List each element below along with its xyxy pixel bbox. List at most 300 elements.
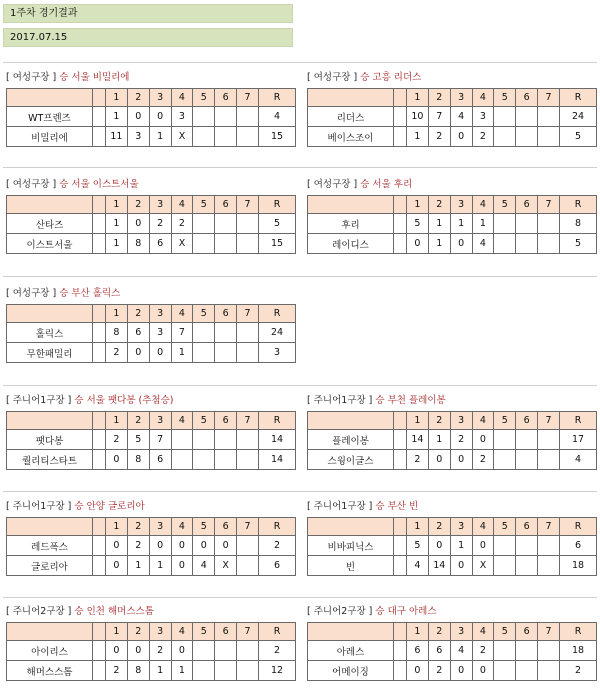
team-row <box>7 127 296 147</box>
header-row <box>7 89 296 107</box>
inning-score-cell <box>215 214 237 234</box>
inning-score-cell: 8 <box>127 234 149 254</box>
inning-header-cell: 5 <box>494 518 516 536</box>
team-header-cell <box>308 196 394 214</box>
inning-score-cell <box>237 641 259 661</box>
inning-score-cell: X <box>472 556 494 576</box>
spacer-cell <box>93 556 106 576</box>
spacer-cell <box>394 661 407 681</box>
inning-score-cell: 4 <box>407 556 429 576</box>
spacer-cell <box>93 107 106 127</box>
spacer-cell <box>93 305 106 323</box>
inning-score-cell: 3 <box>171 107 193 127</box>
inning-score-cell: 0 <box>450 450 472 470</box>
team-name-cell: 이스트서울 <box>7 234 93 254</box>
inning-score-cell <box>494 214 516 234</box>
inning-score-cell <box>237 661 259 681</box>
scoreboard-table <box>6 88 296 147</box>
inning-header-cell: 5 <box>494 623 516 641</box>
inning-header-cell: 1 <box>407 412 429 430</box>
inning-score-cell <box>215 234 237 254</box>
inning-score-cell <box>538 536 560 556</box>
header-row <box>308 412 597 430</box>
inning-score-cell <box>538 234 560 254</box>
inning-score-cell: 0 <box>106 536 128 556</box>
team-row <box>308 430 597 450</box>
inning-score-cell <box>171 430 193 450</box>
spacer-cell <box>93 661 106 681</box>
team-name-cell: 해머스스톰 <box>7 661 93 681</box>
team-name-cell: 레이디스 <box>308 234 394 254</box>
inning-header-cell: 6 <box>215 196 237 214</box>
inning-header-cell: 4 <box>171 305 193 323</box>
inning-score-cell <box>516 556 538 576</box>
spacer-cell <box>93 412 106 430</box>
inning-score-cell: 8 <box>106 323 128 343</box>
inning-score-cell: 1 <box>428 430 450 450</box>
inning-score-cell <box>494 556 516 576</box>
inning-header-cell: 7 <box>538 518 560 536</box>
total-runs-cell: 17 <box>560 430 597 450</box>
inning-header-cell: 1 <box>106 89 128 107</box>
inning-header-cell: 1 <box>106 305 128 323</box>
inning-score-cell: 1 <box>407 127 429 147</box>
inning-score-cell: 1 <box>149 661 171 681</box>
inning-header-cell: 6 <box>516 623 538 641</box>
inning-header-cell: 4 <box>171 623 193 641</box>
inning-score-cell <box>237 430 259 450</box>
inning-score-cell <box>193 661 215 681</box>
team-row <box>308 107 597 127</box>
inning-header-cell: 3 <box>149 196 171 214</box>
team-name-cell: 빈 <box>308 556 394 576</box>
venue-label: [ 주니어1구장 ] <box>307 501 373 512</box>
inning-score-cell <box>215 641 237 661</box>
inning-score-cell <box>538 556 560 576</box>
scoreboard-table <box>307 622 597 681</box>
inning-score-cell: 0 <box>407 661 429 681</box>
inning-header-cell: 6 <box>516 412 538 430</box>
spacer-cell <box>394 430 407 450</box>
team-row <box>308 127 597 147</box>
team-header-cell <box>7 518 93 536</box>
header-row <box>308 89 597 107</box>
inning-score-cell: 3 <box>472 107 494 127</box>
divider <box>3 276 597 277</box>
inning-score-cell <box>538 641 560 661</box>
game-section <box>6 393 296 470</box>
inning-score-cell: 2 <box>472 450 494 470</box>
team-header-cell <box>308 412 394 430</box>
team-row <box>308 214 597 234</box>
game-caption <box>6 70 296 85</box>
spacer-cell <box>93 536 106 556</box>
team-name-cell: WT프렌즈 <box>7 107 93 127</box>
inning-score-cell: 0 <box>149 343 171 363</box>
inning-score-cell <box>516 107 538 127</box>
inning-score-cell: 0 <box>106 450 128 470</box>
inning-score-cell: 0 <box>171 641 193 661</box>
team-row <box>7 556 296 576</box>
inning-header-cell: 5 <box>193 305 215 323</box>
inning-score-cell: 2 <box>428 661 450 681</box>
game-caption <box>6 393 296 408</box>
team-header-cell <box>308 89 394 107</box>
inning-header-cell: 6 <box>215 518 237 536</box>
inning-header-cell: 3 <box>450 412 472 430</box>
inning-score-cell <box>193 214 215 234</box>
date-text: 2017.07.15 <box>10 32 68 43</box>
team-name-cell: 아레스 <box>308 641 394 661</box>
inning-score-cell: X <box>171 127 193 147</box>
inning-score-cell: 0 <box>428 536 450 556</box>
inning-score-cell <box>516 234 538 254</box>
inning-score-cell: 0 <box>472 536 494 556</box>
inning-score-cell: 14 <box>428 556 450 576</box>
header-row <box>7 412 296 430</box>
total-runs-cell: 3 <box>259 343 296 363</box>
inning-score-cell <box>516 641 538 661</box>
game-section <box>307 604 597 681</box>
game-section <box>307 499 597 576</box>
inning-header-cell: 4 <box>472 623 494 641</box>
inning-header-cell: 3 <box>450 518 472 536</box>
inning-score-cell <box>538 127 560 147</box>
game-section <box>6 604 296 681</box>
inning-score-cell <box>237 234 259 254</box>
inning-header-cell: 3 <box>149 518 171 536</box>
inning-score-cell: 6 <box>428 641 450 661</box>
total-runs-cell: 2 <box>560 661 597 681</box>
inning-score-cell <box>237 214 259 234</box>
total-runs-cell: 14 <box>259 450 296 470</box>
inning-score-cell: 0 <box>106 556 128 576</box>
inning-score-cell: 3 <box>149 323 171 343</box>
inning-header-cell: 7 <box>538 196 560 214</box>
inning-header-cell: R <box>560 89 597 107</box>
inning-header-cell: 1 <box>106 518 128 536</box>
spacer-cell <box>394 412 407 430</box>
inning-score-cell <box>215 127 237 147</box>
winner-label: 승 부산 빈 <box>375 501 419 512</box>
inning-header-cell: 7 <box>538 412 560 430</box>
inning-score-cell: 2 <box>472 641 494 661</box>
spacer-cell <box>394 518 407 536</box>
inning-score-cell: 2 <box>106 661 128 681</box>
inning-header-cell: 3 <box>450 196 472 214</box>
inning-header-cell: 3 <box>149 623 171 641</box>
total-runs-cell: 12 <box>259 661 296 681</box>
team-header-cell <box>7 623 93 641</box>
team-row <box>7 641 296 661</box>
inning-header-cell: 2 <box>428 623 450 641</box>
team-row <box>7 234 296 254</box>
spacer-cell <box>394 234 407 254</box>
inning-header-cell: 4 <box>472 412 494 430</box>
game-caption <box>6 286 296 301</box>
inning-header-cell: 1 <box>106 412 128 430</box>
game-section <box>307 393 597 470</box>
total-runs-cell: 18 <box>560 556 597 576</box>
inning-score-cell <box>538 450 560 470</box>
inning-header-cell: 2 <box>127 89 149 107</box>
inning-header-cell: 4 <box>171 89 193 107</box>
team-name-cell: 비밀리에 <box>7 127 93 147</box>
inning-score-cell <box>494 107 516 127</box>
inning-score-cell <box>193 343 215 363</box>
inning-score-cell: 1 <box>450 214 472 234</box>
inning-score-cell: 0 <box>127 107 149 127</box>
total-runs-cell: 8 <box>560 214 597 234</box>
team-row <box>7 661 296 681</box>
inning-score-cell: 1 <box>171 343 193 363</box>
team-header-cell <box>7 305 93 323</box>
inning-header-cell: 2 <box>127 412 149 430</box>
inning-score-cell: 2 <box>472 127 494 147</box>
winner-label: 승 고흥 리더스 <box>360 72 422 83</box>
team-row <box>7 343 296 363</box>
spacer-cell <box>93 343 106 363</box>
inning-score-cell <box>215 107 237 127</box>
game-section <box>6 70 296 147</box>
inning-score-cell: 5 <box>127 430 149 450</box>
venue-label: [ 주니어2구장 ] <box>307 606 373 617</box>
winner-label: 승 안양 글로리아 <box>74 501 145 512</box>
spacer-cell <box>93 323 106 343</box>
venue-label: [ 여성구장 ] <box>6 288 57 299</box>
inning-score-cell <box>193 450 215 470</box>
inning-header-cell: 2 <box>428 196 450 214</box>
inning-header-cell: 5 <box>193 518 215 536</box>
game-section <box>6 177 296 254</box>
inning-score-cell: 6 <box>149 450 171 470</box>
inning-score-cell <box>215 343 237 363</box>
inning-score-cell: 0 <box>472 430 494 450</box>
winner-label: 승 서울 팻다봉 (추첨승) <box>74 395 174 406</box>
inning-header-cell: 1 <box>106 196 128 214</box>
inning-score-cell: 1 <box>149 556 171 576</box>
spacer-cell <box>93 430 106 450</box>
inning-score-cell <box>494 641 516 661</box>
total-runs-cell: 15 <box>259 234 296 254</box>
inning-header-cell: 1 <box>407 89 429 107</box>
spacer-cell <box>394 196 407 214</box>
inning-score-cell: 1 <box>171 661 193 681</box>
inning-score-cell <box>494 661 516 681</box>
team-name-cell: 무한패밀리 <box>7 343 93 363</box>
inning-header-cell: 3 <box>450 623 472 641</box>
inning-score-cell: 8 <box>127 661 149 681</box>
spacer-cell <box>93 623 106 641</box>
inning-score-cell: 0 <box>450 127 472 147</box>
inning-header-cell: 5 <box>193 412 215 430</box>
divider <box>3 597 597 598</box>
inning-header-cell: R <box>259 412 296 430</box>
inning-header-cell: 2 <box>428 412 450 430</box>
inning-header-cell: 6 <box>215 305 237 323</box>
inning-header-cell: 1 <box>407 518 429 536</box>
game-caption <box>307 393 597 408</box>
scoreboard-table <box>6 517 296 576</box>
inning-header-cell: 4 <box>171 196 193 214</box>
inning-header-cell: 4 <box>472 89 494 107</box>
date-bar <box>3 28 293 47</box>
inning-header-cell: R <box>560 623 597 641</box>
inning-header-cell: 3 <box>450 89 472 107</box>
inning-header-cell: 5 <box>193 623 215 641</box>
total-runs-cell: 24 <box>560 107 597 127</box>
scoreboard-table <box>307 88 597 147</box>
inning-header-cell: 6 <box>215 89 237 107</box>
inning-score-cell: 0 <box>450 661 472 681</box>
inning-score-cell: 4 <box>472 234 494 254</box>
game-section <box>307 177 597 254</box>
inning-header-cell: 4 <box>171 412 193 430</box>
inning-score-cell <box>237 536 259 556</box>
inning-header-cell: 7 <box>237 518 259 536</box>
game-caption <box>307 499 597 514</box>
team-name-cell: 플레이봉 <box>308 430 394 450</box>
total-runs-cell: 2 <box>259 641 296 661</box>
inning-header-cell: R <box>560 196 597 214</box>
team-row <box>7 450 296 470</box>
scoreboard-table <box>6 411 296 470</box>
inning-score-cell: 0 <box>127 641 149 661</box>
team-row <box>7 536 296 556</box>
inning-header-cell: 7 <box>538 623 560 641</box>
inning-score-cell: 0 <box>450 556 472 576</box>
inning-header-cell: R <box>259 305 296 323</box>
inning-score-cell <box>237 343 259 363</box>
total-runs-cell: 5 <box>560 127 597 147</box>
inning-header-cell: R <box>560 412 597 430</box>
inning-header-cell: 3 <box>149 305 171 323</box>
spacer-cell <box>394 641 407 661</box>
inning-score-cell <box>215 430 237 450</box>
total-runs-cell: 4 <box>259 107 296 127</box>
inning-score-cell: 7 <box>171 323 193 343</box>
page-title-text: 1주차 경기결과 <box>10 8 78 19</box>
spacer-cell <box>394 556 407 576</box>
inning-header-cell: 2 <box>428 518 450 536</box>
team-row <box>7 107 296 127</box>
inning-score-cell: X <box>215 556 237 576</box>
inning-score-cell: 0 <box>149 536 171 556</box>
inning-score-cell: 2 <box>149 214 171 234</box>
venue-label: [ 여성구장 ] <box>307 72 358 83</box>
total-runs-cell: 6 <box>560 536 597 556</box>
inning-score-cell <box>538 430 560 450</box>
inning-header-cell: 6 <box>215 412 237 430</box>
team-header-cell <box>308 623 394 641</box>
team-row <box>308 450 597 470</box>
inning-score-cell <box>516 214 538 234</box>
inning-score-cell <box>494 430 516 450</box>
team-name-cell: 팻다봉 <box>7 430 93 450</box>
spacer-cell <box>93 641 106 661</box>
inning-header-cell: 2 <box>127 518 149 536</box>
inning-header-cell: 1 <box>407 623 429 641</box>
team-name-cell: 아이리스 <box>7 641 93 661</box>
winner-label: 승 부천 플레이봉 <box>375 395 446 406</box>
inning-header-cell: 7 <box>237 196 259 214</box>
inning-score-cell <box>516 127 538 147</box>
scoreboard-table <box>6 622 296 681</box>
game-caption <box>6 604 296 619</box>
header-row <box>308 196 597 214</box>
inning-score-cell <box>237 107 259 127</box>
team-name-cell: 홀릭스 <box>7 323 93 343</box>
winner-label: 승 서울 이스트서울 <box>59 179 139 190</box>
inning-header-cell: 7 <box>237 89 259 107</box>
inning-score-cell <box>193 641 215 661</box>
inning-score-cell <box>516 536 538 556</box>
team-row <box>308 234 597 254</box>
inning-score-cell <box>171 450 193 470</box>
inning-score-cell <box>237 556 259 576</box>
inning-score-cell <box>494 234 516 254</box>
inning-score-cell <box>538 214 560 234</box>
inning-score-cell: 0 <box>149 107 171 127</box>
inning-header-cell: 3 <box>149 89 171 107</box>
inning-header-cell: 6 <box>215 623 237 641</box>
inning-score-cell: 4 <box>450 641 472 661</box>
spacer-cell <box>93 450 106 470</box>
inning-score-cell: 1 <box>106 214 128 234</box>
venue-label: [ 주니어1구장 ] <box>6 395 72 406</box>
page-title <box>3 4 293 23</box>
inning-score-cell: 7 <box>149 430 171 450</box>
spacer-cell <box>394 107 407 127</box>
spacer-cell <box>93 214 106 234</box>
inning-score-cell: 5 <box>407 536 429 556</box>
spacer-cell <box>394 623 407 641</box>
inning-score-cell: 0 <box>171 556 193 576</box>
inning-score-cell: 2 <box>407 450 429 470</box>
total-runs-cell: 2 <box>259 536 296 556</box>
team-name-cell: 어메이징 <box>308 661 394 681</box>
inning-header-cell: R <box>259 89 296 107</box>
inning-header-cell: 2 <box>127 305 149 323</box>
game-section <box>307 70 597 147</box>
inning-score-cell: 2 <box>106 430 128 450</box>
inning-header-cell: 2 <box>127 623 149 641</box>
team-name-cell: 퀄리티스타트 <box>7 450 93 470</box>
inning-score-cell: 0 <box>127 214 149 234</box>
total-runs-cell: 6 <box>259 556 296 576</box>
spacer-cell <box>93 518 106 536</box>
inning-score-cell: 8 <box>127 450 149 470</box>
winner-label: 승 부산 홀릭스 <box>59 288 121 299</box>
inning-score-cell: 1 <box>149 127 171 147</box>
inning-header-cell: 7 <box>538 89 560 107</box>
divider <box>3 385 597 386</box>
inning-header-cell: 4 <box>472 518 494 536</box>
inning-header-cell: 5 <box>494 89 516 107</box>
inning-header-cell: 7 <box>237 305 259 323</box>
inning-header-cell: 7 <box>237 623 259 641</box>
inning-score-cell: 7 <box>428 107 450 127</box>
spacer-cell <box>93 196 106 214</box>
team-name-cell: 스윙이글스 <box>308 450 394 470</box>
inning-score-cell <box>516 450 538 470</box>
game-section <box>6 499 296 576</box>
inning-header-cell: R <box>259 196 296 214</box>
total-runs-cell: 18 <box>560 641 597 661</box>
team-header-cell <box>7 412 93 430</box>
venue-label: [ 여성구장 ] <box>6 179 57 190</box>
inning-header-cell: 6 <box>516 196 538 214</box>
